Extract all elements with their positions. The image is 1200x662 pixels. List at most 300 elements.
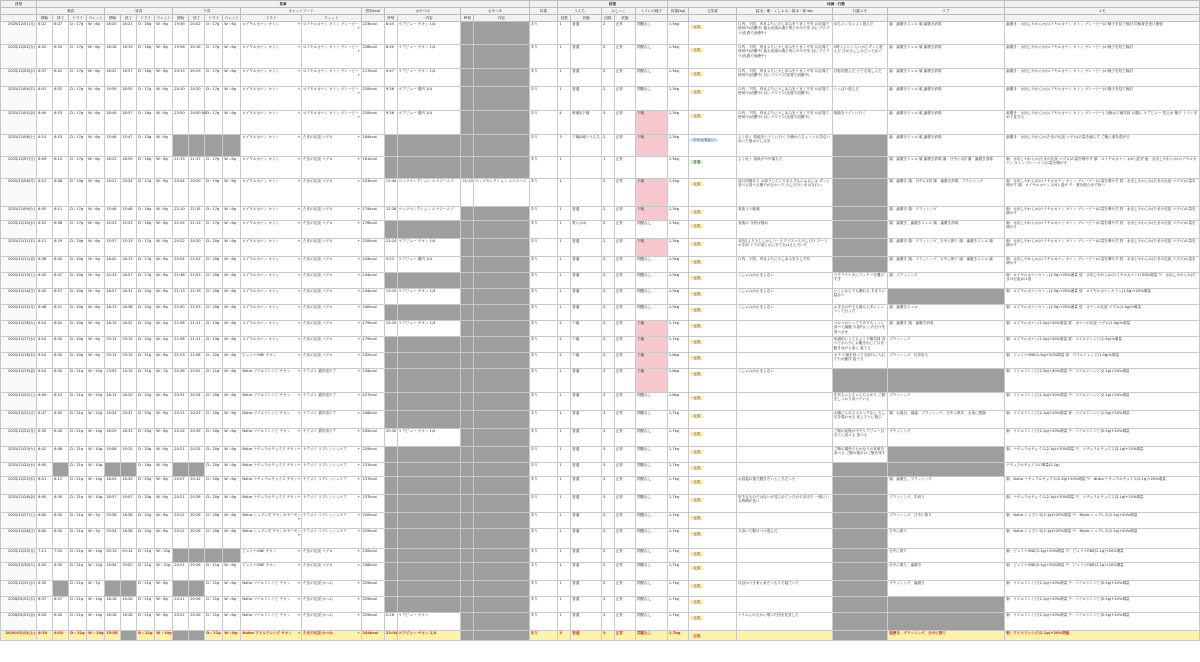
meal-cell[interactable]: 21:03 (189, 305, 205, 321)
meal-cell[interactable]: 6:42 (37, 447, 53, 463)
poop-state[interactable]: 普通 (571, 207, 602, 221)
pee-count[interactable]: 2 (601, 45, 614, 69)
catfood-dry-select[interactable]: Nutro ナチュラルチョイス チキン ▾ (241, 477, 302, 495)
snack2-content[interactable] (474, 321, 529, 337)
meal-cell[interactable]: 20:21 (173, 597, 189, 613)
genki-select[interactable] (689, 22, 737, 45)
action-note[interactable]: ゴロゴロいってでありちょっと食べて満腹 口屋内にこれだけを食べさせ (832, 321, 887, 337)
snack2-time[interactable] (461, 239, 474, 257)
meal-cell[interactable]: D : 22g (205, 353, 223, 369)
meal-cell[interactable]: 21:53 (189, 273, 205, 289)
meal-cell[interactable]: 18:18 (105, 597, 121, 613)
meal-cell[interactable]: 6:45 (37, 273, 53, 289)
meal-cell[interactable]: 6:30 (53, 353, 69, 369)
pee-count[interactable]: 2 (601, 289, 614, 305)
meal-cell[interactable]: W : 6g (87, 207, 105, 221)
snack1-content[interactable]: ケアピュー チキン 1/4 (397, 69, 461, 87)
meal-cell[interactable]: 15:47 (121, 135, 137, 157)
meal-cell[interactable] (121, 631, 137, 641)
meal-cell[interactable]: W : 7g (87, 581, 105, 597)
meal-cell[interactable]: W : 6g (87, 87, 105, 111)
snack1-content[interactable] (397, 495, 461, 513)
meal-cell[interactable]: D : 20g (137, 495, 155, 513)
genki-chip[interactable]: 元気 (690, 276, 703, 280)
meal-cell[interactable]: 6:30 (53, 513, 69, 529)
meal-cell[interactable]: W : 6g (155, 257, 173, 273)
pee-state[interactable]: 正常 (614, 631, 635, 641)
excretion-flag[interactable]: あり (529, 495, 558, 513)
kcal-cell[interactable]: 234kcal (361, 369, 384, 393)
meal-cell[interactable]: W : 9g (87, 353, 105, 369)
catfood-wet-select[interactable]: たまの伝説 マグロ ▾ (301, 207, 361, 221)
snack2-content[interactable] (474, 111, 529, 135)
pee-count[interactable]: 3 (601, 447, 614, 463)
toilet-status[interactable]: 問題なし (635, 429, 667, 447)
pee-state[interactable]: 正常 (614, 447, 635, 463)
symptom-note[interactable]: お昼寝の後で騒ぎたいところだった (737, 477, 833, 495)
care-note[interactable]: 日中に散り (888, 549, 1005, 563)
poop-count[interactable]: 1 (558, 45, 571, 69)
snack2-content[interactable] (474, 393, 529, 411)
kcal-cell[interactable]: 229kcal (361, 613, 384, 631)
weight-cell[interactable]: 1.5kg (667, 87, 688, 111)
snack1-content[interactable]: ケアピュー チキン 1/4 (397, 239, 461, 257)
memo-note[interactable]: 朝：ロイヤルカナンキトン(1.5g)+20%増量 昼：水出しやわらか(ロイヤルカナン)+20%増量 夕：水出しやわらか(たまの伝説)の1度 (1005, 273, 1200, 289)
care-note[interactable]: 歯：歯磨きジェル 頭 歯磨き消毒 (888, 22, 1005, 45)
weight-cell[interactable]: 1.7kg (667, 549, 688, 563)
snack2-time[interactable] (461, 477, 474, 495)
meal-cell[interactable]: W : 7g (87, 513, 105, 529)
toilet-status[interactable]: 問題なし (635, 411, 667, 429)
meal-cell[interactable]: 16:57 (121, 69, 137, 87)
meal-cell[interactable]: W : 6g (87, 157, 105, 179)
snack1-content[interactable] (397, 353, 461, 369)
action-note[interactable] (832, 463, 887, 477)
meal-cell[interactable]: D : 16g (137, 22, 155, 45)
symptom-note[interactable]: 好きなものではないが見られていたのであげた 一緒にいる時間が長い (737, 495, 833, 513)
snack2-time[interactable] (461, 22, 474, 45)
meal-cell[interactable]: 21:11 (189, 321, 205, 337)
excretion-flag[interactable]: あり (529, 429, 558, 447)
weight-cell[interactable]: 1.5kg (667, 45, 688, 69)
snack2-content[interactable] (474, 463, 529, 477)
meal-cell[interactable]: W : 6g (223, 111, 241, 135)
kcal-cell[interactable]: 229kcal (361, 597, 384, 613)
toilet-status[interactable]: 下痢 (635, 179, 667, 207)
snack2-time[interactable] (461, 221, 474, 239)
genki-chip[interactable]: 元気 (690, 48, 703, 52)
meal-cell[interactable]: D : 16g (137, 111, 155, 135)
action-note[interactable] (832, 529, 887, 549)
meal-cell[interactable]: W : 6g (223, 463, 241, 477)
meal-cell[interactable]: D : 21g (137, 353, 155, 369)
pee-state[interactable]: 正常 (614, 477, 635, 495)
meal-cell[interactable]: 15:23 (105, 221, 121, 239)
catfood-wet-select[interactable]: たまの伝説 マグロ ▾ (301, 353, 361, 369)
meal-cell[interactable]: 16:58 (121, 513, 137, 529)
meal-cell[interactable] (223, 135, 241, 157)
catfood-dry-select[interactable]: ロイヤルカナン キトン ▾ (241, 179, 302, 207)
snack1-time[interactable] (384, 411, 397, 429)
snack2-time[interactable] (461, 257, 474, 273)
meal-cell[interactable] (173, 631, 189, 641)
pee-state[interactable]: 正常 (614, 321, 635, 337)
poop-state[interactable]: 下痢&硬いうんち (571, 135, 602, 157)
weight-cell[interactable]: 1.6kg (667, 393, 688, 411)
weight-cell[interactable]: 1.7kg (667, 581, 688, 597)
snack2-content[interactable] (474, 369, 529, 393)
pee-state[interactable]: 正常 (614, 353, 635, 369)
meal-cell[interactable]: D : 16g (137, 207, 155, 221)
catfood-dry-select[interactable]: Nutro ワイルドレシピ チキン ▾ (241, 429, 302, 447)
action-note[interactable]: 先代ちゃんちゃんちゃかり ご飯をしっかり食べている (832, 393, 887, 411)
weight-cell[interactable]: 1.5kg (667, 135, 688, 157)
memo-note[interactable]: 歯磨き：水出しやわらか(ロイヤルカナン キトン グレービー) 今晩は下痢気味 お腹に ケアピュー 控えめ 様子 トイレ多めで見守る (1005, 111, 1200, 135)
meal-cell[interactable]: D : 20g (205, 513, 223, 529)
catfood-dry-select[interactable]: ピュリナONE チキン ▾ (241, 563, 302, 581)
excretion-flag[interactable]: あり (529, 69, 558, 87)
catfood-dry-select[interactable]: ロイヤルカナン キトン ▾ (241, 157, 302, 179)
action-note[interactable] (832, 613, 887, 631)
toilet-status[interactable]: 下痢 (635, 337, 667, 353)
snack2-time[interactable] (461, 321, 474, 337)
meal-cell[interactable]: 20:21 (173, 495, 189, 513)
pee-count[interactable]: 2 (601, 69, 614, 87)
action-note[interactable] (832, 631, 887, 641)
snack1-time[interactable] (384, 513, 397, 529)
date-cell[interactable]: 2025/12/18(木) (1, 353, 37, 369)
meal-cell[interactable]: 6:09 (37, 393, 53, 411)
meal-cell[interactable]: W : 6g (223, 87, 241, 111)
excretion-flag[interactable]: あり (529, 289, 558, 305)
care-note[interactable] (888, 613, 1005, 631)
meal-cell[interactable]: 6:10 (37, 337, 53, 353)
snack2-time[interactable] (461, 411, 474, 429)
meal-cell[interactable]: 6:35 (37, 581, 53, 597)
snack2-content[interactable] (474, 45, 529, 69)
catfood-wet-select[interactable]: ロイヤルカナン キトン グレービー ▾ (301, 45, 361, 69)
snack1-content[interactable] (397, 157, 461, 179)
meal-cell[interactable]: D : 21g (137, 563, 155, 581)
date-cell[interactable]: 2025/12/14(日) (1, 289, 37, 305)
snack1-content[interactable] (397, 411, 461, 429)
symptom-note[interactable]: ナイルにのるから飛べた所を見ました (737, 613, 833, 631)
kcal-cell[interactable]: 220kcal (361, 239, 384, 257)
meal-cell[interactable]: W : 6g (223, 305, 241, 321)
meal-cell[interactable]: 20:22 (173, 239, 189, 257)
genki-chip[interactable]: 元気 (690, 324, 703, 328)
meal-cell[interactable]: W : 6g (155, 207, 173, 221)
action-note[interactable] (832, 239, 887, 257)
poop-state[interactable]: 普通 (571, 529, 602, 549)
catfood-dry-select[interactable]: ロイヤルカナン キトン ▾ (241, 257, 302, 273)
action-note[interactable]: 5時ぐらいくらいからずっと遊んだ 日が少ししか立ってない (832, 45, 887, 69)
meal-cell[interactable]: D : 20g (69, 321, 87, 337)
meal-cell[interactable] (173, 549, 189, 563)
action-note[interactable]: お腹に入れるスキンチなし 少し足を震わせる 楽しそうに遊ぶ (832, 411, 887, 429)
catfood-dry-select[interactable]: Nutro ワイルドレシピ チキン ▾ (241, 369, 302, 393)
meal-cell[interactable]: 20:26 (189, 613, 205, 631)
weight-cell[interactable]: 1.7kg (667, 447, 688, 463)
pee-count[interactable]: 2 (601, 179, 614, 207)
action-note[interactable]: いっぱい遊んだ (832, 87, 887, 111)
pee-count[interactable]: 3 (601, 477, 614, 495)
meal-cell[interactable]: D : 21g (205, 631, 223, 641)
excretion-flag[interactable]: あり (529, 157, 558, 179)
meal-cell[interactable]: D : 20g (205, 495, 223, 513)
date-cell[interactable]: 2025/12/17(水) (1, 337, 37, 353)
toilet-status[interactable]: 下痢 (635, 111, 667, 135)
memo-note[interactable]: 朝：ワイルドレシピ(2.1g)+20%増量 夕：ワイルドレシピ(2.1g)+20%増量 (1005, 597, 1200, 613)
genki-chip[interactable]: 元気 (690, 432, 703, 436)
meal-cell[interactable] (173, 135, 189, 157)
catfood-dry-select[interactable]: Nutro ナチュラルチョイス チキン ▾ (241, 495, 302, 513)
date-cell[interactable]: 2025/12/27(土) (1, 513, 37, 529)
meal-cell[interactable]: W : 6g (223, 22, 241, 45)
excretion-flag[interactable]: あり (529, 463, 558, 477)
meal-cell[interactable]: 22:10 (173, 207, 189, 221)
toilet-status[interactable]: 問題なし (635, 69, 667, 87)
action-note[interactable]: ご飯の場所でもかなりの食事を食べる ご飯の後半のご飯を残す (832, 447, 887, 463)
date-cell[interactable]: 2025/12/24(水) (1, 463, 37, 477)
meal-cell[interactable]: D : 21g (137, 581, 155, 597)
meal-cell[interactable]: 6:32 (37, 45, 53, 69)
kcal-cell[interactable]: 227kcal (361, 393, 384, 411)
action-note[interactable] (832, 179, 887, 207)
meal-cell[interactable]: 6:48 (37, 305, 53, 321)
genki-chip[interactable]: 元気 (690, 532, 703, 536)
snack1-time[interactable]: 13:10 (384, 289, 397, 305)
catfood-dry-select[interactable]: Nutro ワイルドレシピ チキン ▾ (241, 613, 302, 631)
snack2-time[interactable] (461, 353, 474, 369)
symptom-note[interactable]: 口内、下肌、肉まぶたに少し赤みを少し不安 (737, 257, 833, 273)
meal-cell[interactable]: D : 16g (137, 221, 155, 239)
date-cell[interactable]: 2025/12/30(火) (1, 563, 37, 581)
catfood-dry-select[interactable]: Nutro ナチュラルチョイス チキン ▾ (241, 463, 302, 477)
meal-cell[interactable]: 20:21 (173, 529, 189, 549)
meal-cell[interactable]: D : 17g (137, 179, 155, 207)
date-cell[interactable]: 2025/12/16(火) (1, 321, 37, 337)
meal-cell[interactable]: W : 6g (155, 411, 173, 429)
pee-state[interactable]: 正常 (614, 221, 635, 239)
action-note[interactable] (832, 157, 887, 179)
genki-select[interactable] (689, 257, 737, 273)
meal-cell[interactable]: W : 9g (87, 321, 105, 337)
meal-cell[interactable]: D : 21g (69, 563, 87, 581)
pee-state[interactable]: 正常 (614, 393, 635, 411)
meal-cell[interactable]: 6:01 (37, 477, 53, 495)
pee-state[interactable]: 正常 (614, 305, 635, 321)
meal-cell[interactable]: 20:26 (189, 513, 205, 529)
poop-count[interactable]: 3 (558, 135, 571, 157)
date-cell[interactable]: 2025/12/12(金) (1, 257, 37, 273)
meal-cell[interactable]: D : 21g (69, 477, 87, 495)
action-note[interactable] (832, 549, 887, 563)
poop-count[interactable]: 1 (558, 207, 571, 221)
action-note[interactable]: 体調的にとてもよく下痢気味 食べてから少しお腹を出して口を動きながら前に 寝てる (832, 337, 887, 353)
meal-cell[interactable]: 6:30 (53, 369, 69, 393)
meal-cell[interactable]: D : 17g (69, 135, 87, 157)
meal-cell[interactable]: 6:30 (53, 613, 69, 631)
meal-cell[interactable]: 16:28 (121, 613, 137, 631)
genki-select[interactable] (689, 477, 737, 495)
catfood-wet-select[interactable]: ケアメリ リプレッシュケア ▾ (301, 477, 361, 495)
genki-chip[interactable]: 元気 (690, 396, 703, 400)
meal-cell[interactable]: W : 6g (223, 179, 241, 207)
poop-state[interactable]: 普通 (571, 477, 602, 495)
meal-cell[interactable]: 20:21 (173, 563, 189, 581)
meal-cell[interactable]: 6:30 (53, 337, 69, 353)
catfood-dry-select[interactable]: Nutro ワイルドレシピ チキン ▾ (241, 411, 302, 429)
date-cell[interactable]: 2026/01/02(金) (1, 613, 37, 631)
meal-cell[interactable]: 6:20 (53, 631, 69, 641)
meal-cell[interactable]: W : 6g (155, 529, 173, 549)
symptom-note[interactable] (737, 429, 833, 447)
meal-cell[interactable]: 20:10 (105, 549, 121, 563)
pee-count[interactable]: 2 (601, 22, 614, 45)
poop-count[interactable]: 1 (558, 157, 571, 179)
weight-cell[interactable]: 1.5kg (667, 221, 688, 239)
meal-cell[interactable]: W : 6g (223, 563, 241, 581)
symptom-note[interactable]: ほぼかりき家に来たつもりで寝ていた (737, 581, 833, 597)
action-note[interactable]: 自転的遊んだ とても楽しんだ (832, 69, 887, 87)
pee-count[interactable]: 2 (601, 337, 614, 353)
snack2-content[interactable] (474, 631, 529, 641)
meal-cell[interactable]: 18:57 (121, 111, 137, 135)
date-cell[interactable]: 2025/12/01(月) (1, 22, 37, 45)
care-note[interactable] (888, 597, 1005, 613)
meal-cell[interactable]: 18:31 (121, 411, 137, 429)
pee-count[interactable]: 3 (601, 411, 614, 429)
kcal-cell[interactable]: 243kcal (361, 257, 384, 273)
meal-cell[interactable]: D : 17g (137, 87, 155, 111)
genki-chip[interactable]: 元気 (690, 480, 703, 484)
genki-select[interactable] (689, 613, 737, 631)
meal-cell[interactable] (189, 631, 205, 641)
toilet-status[interactable]: 問題なし (635, 463, 667, 477)
kcal-cell[interactable]: 203kcal (361, 179, 384, 207)
care-note[interactable]: 頭：歯磨き 頭：ブラッシング、日中に散り 頭：歯磨きジェル 頭 (888, 257, 1005, 273)
genki-select[interactable] (689, 549, 737, 563)
memo-note[interactable]: 朝：ピュリナONE(2.1g)+20%増量 夕：ピュリナONE(2.1g)+20%増量 (1005, 563, 1200, 581)
action-note[interactable] (832, 563, 887, 581)
meal-cell[interactable]: 6:47 (53, 597, 69, 613)
pee-state[interactable]: 正常 (614, 273, 635, 289)
catfood-dry-select[interactable]: ロイヤルカナン キトン ▾ (241, 305, 302, 321)
meal-cell[interactable]: D : 20g (137, 513, 155, 529)
meal-cell[interactable]: 20:21 (173, 513, 189, 529)
catfood-wet-select[interactable]: たまの伝説 かつお ▾ (301, 631, 361, 641)
meal-cell[interactable]: W : 6g (223, 477, 241, 495)
catfood-dry-select[interactable]: ロイヤルカナン キトン ▾ (241, 221, 302, 239)
symptom-note[interactable]: 前日同様あり お座りしてとりあえずもにゅもにゅ ずっと食べる食べる様子がなかった 少しだけいまはきれい (737, 179, 833, 207)
poop-state[interactable]: 普通 (571, 613, 602, 631)
meal-cell[interactable]: D : 13g (137, 135, 155, 157)
meal-cell[interactable]: D : 20g (205, 447, 223, 463)
meal-cell[interactable]: W : 10g (87, 631, 105, 641)
action-note[interactable] (832, 513, 887, 529)
poop-state[interactable]: 下痢 (571, 321, 602, 337)
poop-count[interactable]: 1 (558, 529, 571, 549)
meal-cell[interactable]: 18:05 (105, 477, 121, 495)
meal-cell[interactable]: W : 6g (223, 337, 241, 353)
snack1-content[interactable]: ケアピュー チキン (397, 613, 461, 631)
meal-cell[interactable]: W : 9g (87, 337, 105, 353)
meal-cell[interactable]: 20:44 (173, 179, 189, 207)
meal-cell[interactable]: D : 20g (137, 305, 155, 321)
meal-cell[interactable]: W : 10g (87, 429, 105, 447)
meal-cell[interactable]: W : 10g (155, 631, 173, 641)
toilet-status[interactable]: 問題なし (635, 257, 667, 273)
excretion-flag[interactable]: あり (529, 529, 558, 549)
meal-cell[interactable]: W : 6g (87, 179, 105, 207)
weight-cell[interactable]: 1.7kg (667, 513, 688, 529)
meal-cell[interactable]: 16:20 (105, 22, 121, 45)
pee-count[interactable]: 2 (601, 321, 614, 337)
pee-count[interactable]: 1 (601, 157, 614, 179)
memo-note[interactable]: 朝：ナチュラルチョイス(2.1g)+20%増量 夕：ナチュラルチョイス(2.1g)+20%増量 (1005, 495, 1200, 513)
meal-cell[interactable]: W : 7g (155, 369, 173, 393)
meal-cell[interactable]: 18:13 (105, 305, 121, 321)
meal-cell[interactable]: 6:45 (53, 429, 69, 447)
meal-cell[interactable]: 18:07 (121, 273, 137, 289)
genki-select[interactable] (689, 429, 737, 447)
meal-cell[interactable]: 6:08 (53, 179, 69, 207)
poop-count[interactable]: 1 (558, 273, 571, 289)
action-note[interactable] (832, 221, 887, 239)
toilet-status[interactable]: 問題なし (635, 597, 667, 613)
meal-cell[interactable]: W : 6g (155, 239, 173, 257)
care-note[interactable]: 頭：ブラッシング (888, 273, 1005, 289)
meal-cell[interactable]: 18:18 (105, 613, 121, 631)
catfood-dry-select[interactable]: ロイヤルカナン キトン ▾ (241, 135, 302, 157)
meal-cell[interactable]: 6:45 (37, 289, 53, 305)
snack1-content[interactable] (397, 581, 461, 597)
meal-cell[interactable]: 20:26 (189, 529, 205, 549)
meal-cell[interactable]: 6:36 (37, 257, 53, 273)
meal-cell[interactable]: 6:30 (53, 563, 69, 581)
symptom-note[interactable] (737, 513, 833, 529)
action-note[interactable]: いくらなんでも暴れる あまりに寝ない (832, 289, 887, 305)
meal-cell[interactable]: D : 20g (137, 477, 155, 495)
snack1-content[interactable] (397, 513, 461, 529)
poop-state[interactable]: 普通 (571, 257, 602, 273)
weight-cell[interactable]: 1.5kg (667, 289, 688, 305)
genki-select[interactable] (689, 631, 737, 641)
date-cell[interactable]: 2025/12/06(土) (1, 135, 37, 157)
meal-cell[interactable]: W : 6g (223, 157, 241, 179)
pee-state[interactable]: 正常 (614, 239, 635, 257)
pee-count[interactable]: 2 (601, 305, 614, 321)
meal-cell[interactable]: 19:02 (121, 563, 137, 581)
care-note[interactable]: ブラッシング、日中に散り (888, 513, 1005, 529)
genki-chip[interactable]: 元気 (690, 356, 703, 360)
catfood-dry-select[interactable]: ロイヤルカナン キトン ▾ (241, 69, 302, 87)
catfood-wet-select[interactable]: たまの伝説 マグロ ▾ (301, 239, 361, 257)
symptom-note[interactable]: 口内、下肌、肉まぶたに少し赤みをうまく不安 お尻周で使用中(治療中) 目にブツブツ(皮膚で治療中) (737, 111, 833, 135)
meal-cell[interactable]: D : 16g (137, 45, 155, 69)
snack2-content[interactable] (474, 613, 529, 631)
meal-cell[interactable]: 6:01 (37, 179, 53, 207)
catfood-wet-select[interactable]: たまの伝説 マグロ ▾ (301, 321, 361, 337)
meal-cell[interactable]: 19:49 (173, 22, 189, 45)
meal-cell[interactable]: 16:19 (121, 45, 137, 69)
toilet-status[interactable]: 問題なし (635, 513, 667, 529)
meal-cell[interactable]: 21:33 (173, 157, 189, 179)
meal-cell[interactable]: W : 6g (223, 69, 241, 87)
pee-state[interactable]: 正常 (614, 337, 635, 353)
date-cell[interactable]: 2025/12/21(日) (1, 411, 37, 429)
